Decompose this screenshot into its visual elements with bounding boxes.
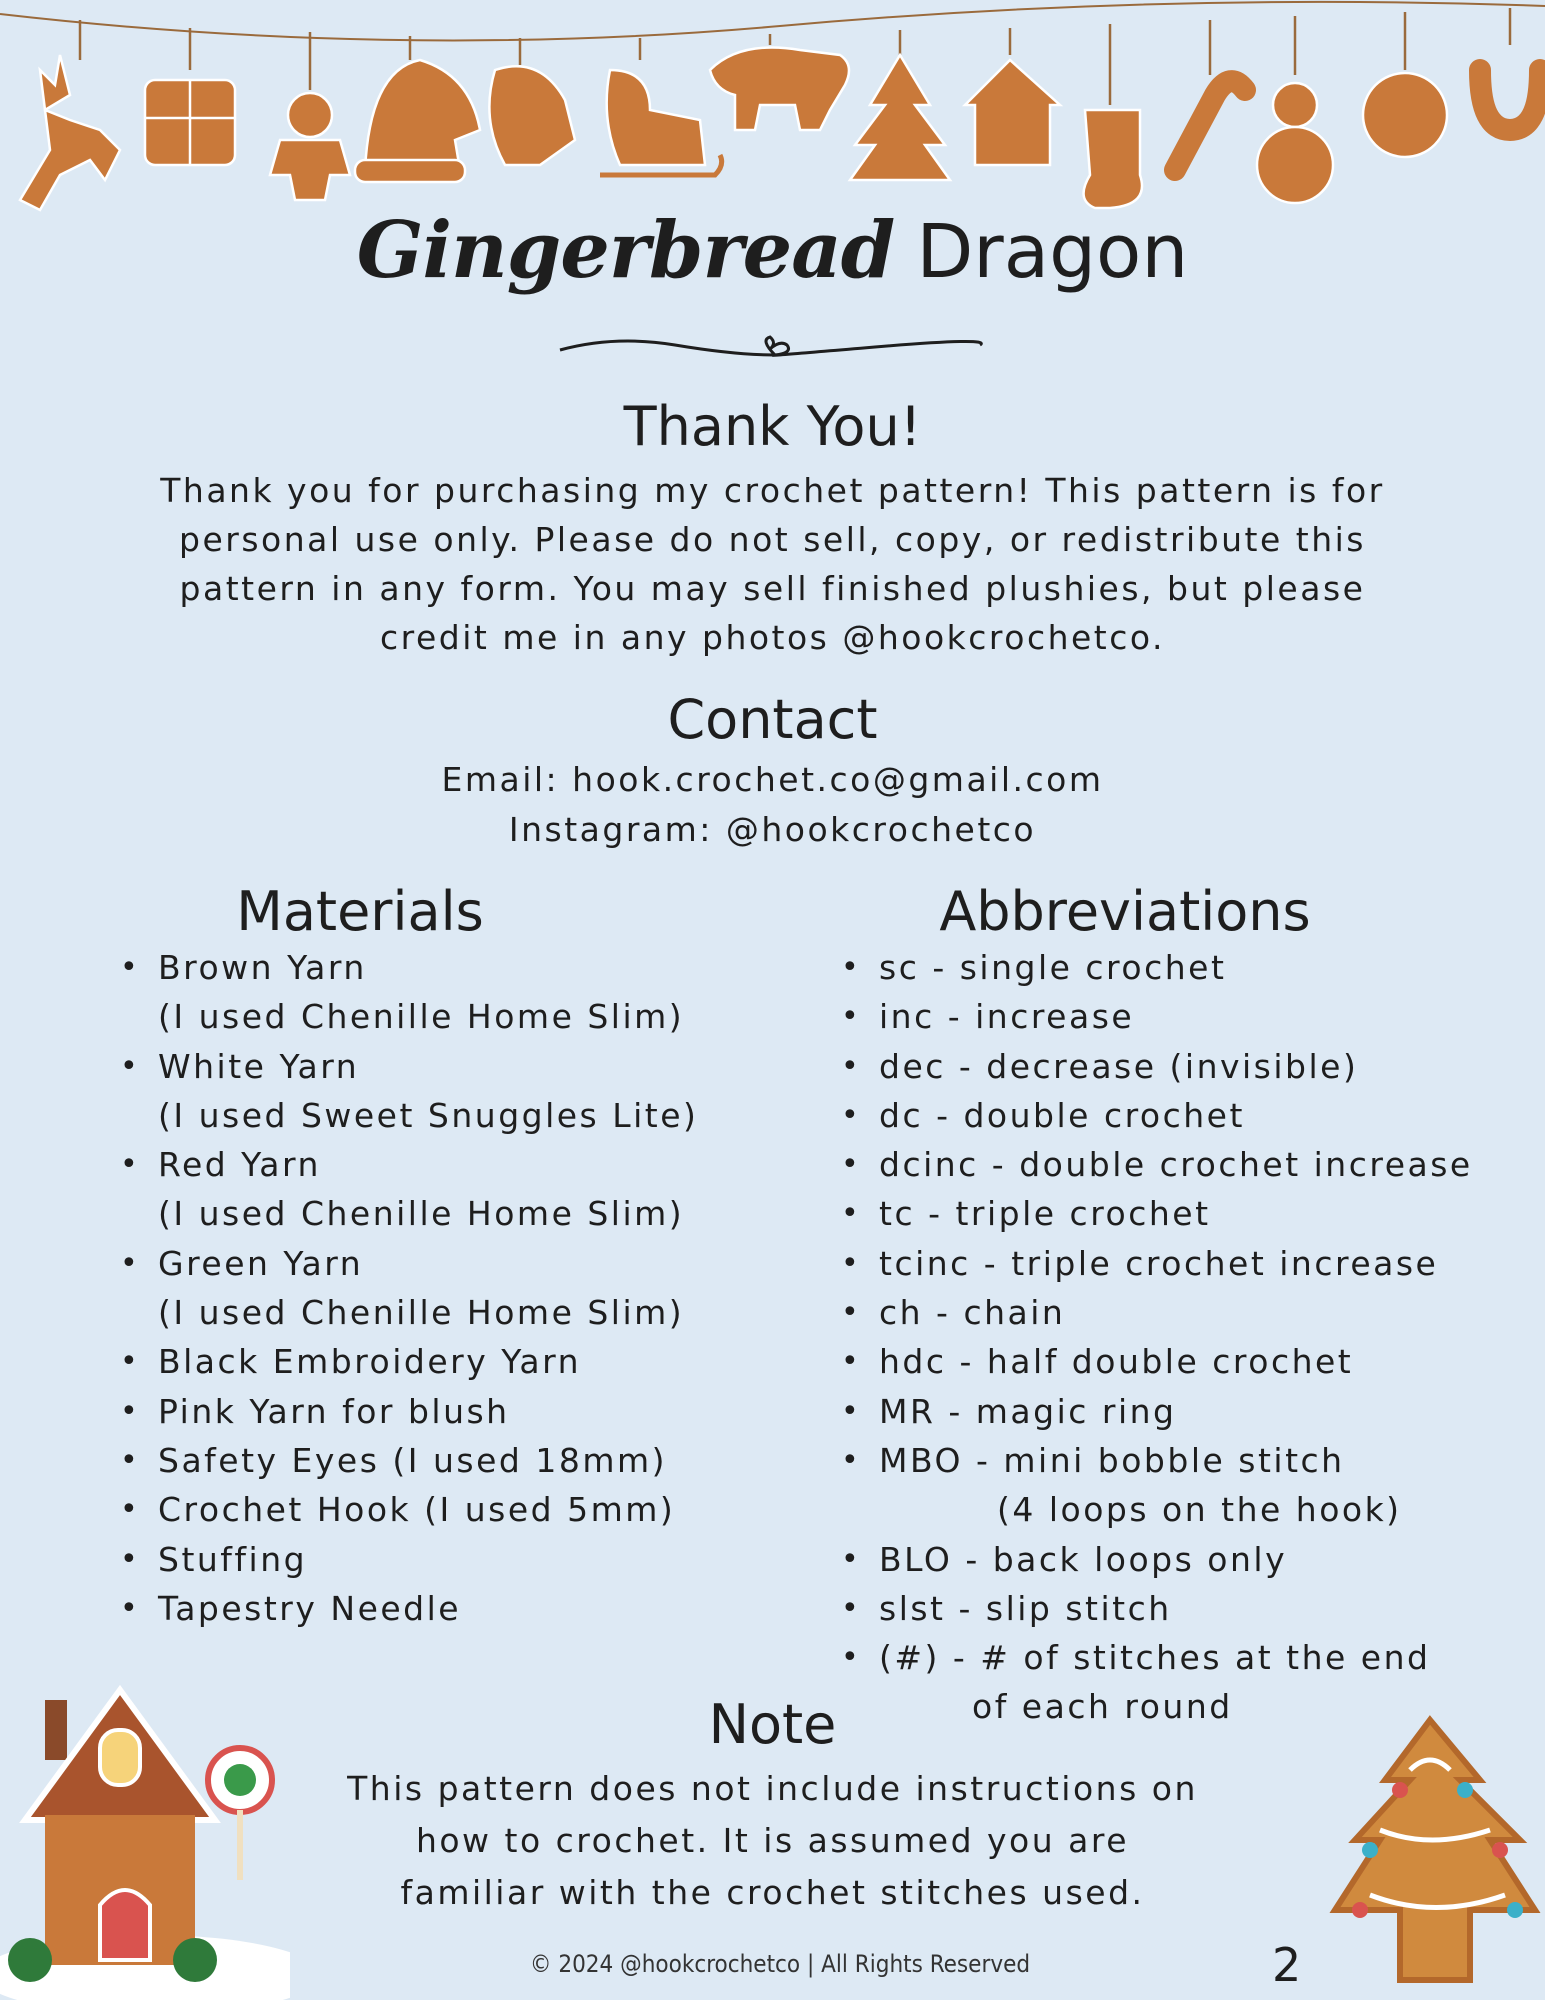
- gingerbread-man-icon: [270, 32, 350, 200]
- ornament-cookie-icon: [1363, 12, 1447, 157]
- list-item: • Crochet Hook (I used 5mm): [120, 1490, 676, 1530]
- note-line: familiar with the crochet stitches used.: [400, 1873, 1145, 1912]
- note-line: how to crochet. It is assumed you are: [415, 1821, 1130, 1860]
- thank-you-line: credit me in any photos @hookcrochetco.: [380, 618, 1165, 657]
- gingerbread-house-icon: [0, 1670, 290, 2000]
- mitten-cookie-icon: [489, 38, 575, 165]
- thank-you-line: pattern in any form. You may sell finished plushies, but please: [179, 569, 1366, 608]
- abbreviations-list: [841, 943, 1473, 1732]
- list-item: • Black Embroidery Yarn: [120, 1342, 581, 1382]
- list-item: • inc - increase: [841, 997, 1135, 1037]
- list-item: • BLO - back loops only: [841, 1539, 1288, 1579]
- contact-email: Email: hook.crochet.co@gmail.com: [441, 760, 1104, 799]
- list-item: • Brown Yarn (I used Chenille Home Slim): [120, 948, 685, 1037]
- note-text: [110, 1763, 1435, 1919]
- materials-heading: Materials: [236, 880, 484, 943]
- bear-cookie-icon: [710, 34, 849, 130]
- materials-list: [120, 943, 699, 1633]
- list-item: • MR - magic ring: [841, 1391, 1177, 1431]
- list-item: • Stuffing: [120, 1539, 308, 1579]
- list-item: • tcinc - triple crochet increase: [841, 1243, 1439, 1283]
- thank-you-line: personal use only. Please do not sell, copy, or redistribute this: [179, 520, 1366, 559]
- gingerbread-garland: [0, 0, 1545, 220]
- contact-heading: Contact: [667, 688, 878, 751]
- list-item: • Green Yarn (I used Chenille Home Slim): [120, 1243, 685, 1333]
- house-cookie-icon: [965, 28, 1060, 165]
- list-item: • sc - single crochet: [841, 948, 1227, 987]
- list-item: • dec - decrease (invisible): [841, 1046, 1359, 1086]
- swirl-divider-icon: [555, 325, 985, 375]
- thank-you-text: [110, 466, 1435, 662]
- snowman-cookie-icon: [1257, 16, 1333, 203]
- page-title: [0, 205, 1545, 296]
- horseshoe-cookie-icon: [1480, 8, 1540, 130]
- gingerbread-tree-cookie-icon: [1320, 1700, 1545, 2000]
- hat-cookie-icon: [355, 36, 480, 182]
- candy-cane-cookie-icon: [1175, 20, 1245, 170]
- copyright-footer: © 2024 @hookcrochetco | All Rights Reserved: [529, 1950, 1031, 1978]
- gift-cookie-icon: [145, 28, 235, 165]
- sleigh-cookie-icon: [600, 38, 722, 175]
- list-item: • dcinc - double crochet increase: [841, 1145, 1473, 1185]
- list-item: • hdc - half double crochet: [841, 1342, 1354, 1382]
- page-number: 2: [1272, 1938, 1302, 1992]
- note-heading: Note: [708, 1693, 837, 1756]
- list-item: • Pink Yarn for blush: [120, 1391, 510, 1431]
- thank-you-line: Thank you for purchasing my crochet pattern! This pattern is for: [160, 471, 1385, 510]
- reindeer-cookie-icon: [20, 20, 120, 210]
- list-item: • White Yarn (I used Sweet Snuggles Lite): [120, 1046, 699, 1135]
- list-item: • Safety Eyes (I used 18mm): [120, 1440, 668, 1480]
- list-item: • slst - slip stitch: [841, 1588, 1172, 1628]
- list-item: • dc - double crochet: [841, 1095, 1245, 1135]
- list-item: • tc - triple crochet: [841, 1194, 1211, 1234]
- thank-you-heading: Thank You!: [623, 395, 922, 458]
- title-plain: Dragon: [916, 209, 1189, 295]
- list-item: • ch - chain: [841, 1293, 1066, 1333]
- contact-instagram: Instagram: @hookcrochetco: [508, 810, 1037, 849]
- title-script: Gingerbread: [356, 205, 895, 296]
- abbreviations-heading: Abbreviations: [939, 880, 1311, 943]
- note-line: This pattern does not include instructions on: [347, 1769, 1198, 1808]
- stocking-cookie-icon: [1084, 24, 1142, 208]
- tree-cookie-icon: [850, 30, 950, 180]
- list-item: • Tapestry Needle: [120, 1588, 462, 1628]
- list-item: • Red Yarn (I used Chenille Home Slim): [120, 1145, 685, 1234]
- list-item: • (#) - # of stitches at the end of each round: [841, 1638, 1431, 1727]
- list-item: • MBO - mini bobble stitch (4 loops on the hook): [841, 1440, 1402, 1530]
